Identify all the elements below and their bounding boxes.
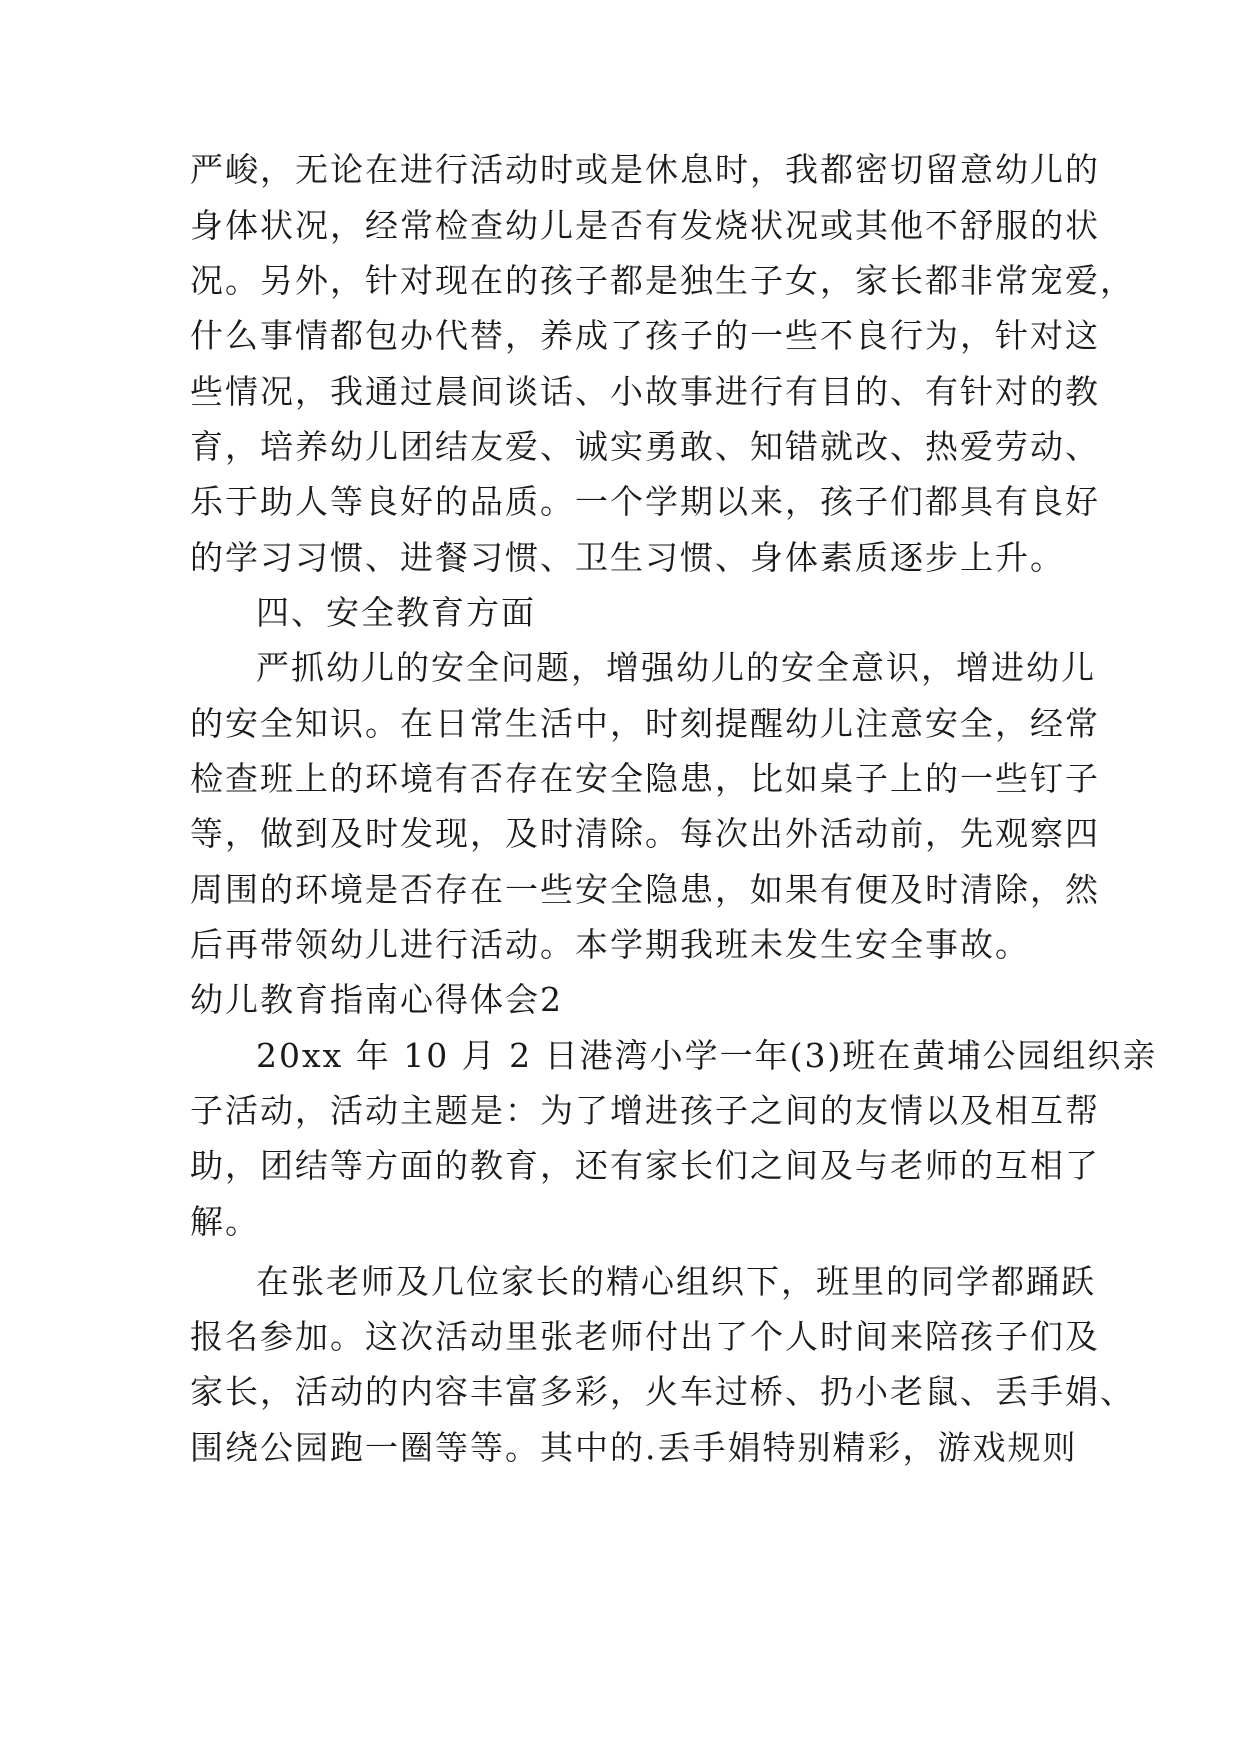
text-line: 严抓幼儿的安全问题，增强幼儿的安全意识，增进幼儿 <box>256 648 1096 687</box>
text-line: 助，团结等方面的教育，还有家长们之间及与老师的互相了 <box>190 1146 1100 1185</box>
text-line: 围绕公园跑一圈等等。其中的.丢手娟特别精彩，游戏规则 <box>190 1428 1078 1467</box>
text-line: 在张老师及几位家长的精心组织下，班里的同学都踊跃 <box>256 1262 1096 1301</box>
text-line: 乐于助人等良好的品质。一个学期以来，孩子们都具有良好 <box>190 482 1100 521</box>
text-line: 周围的环境是否存在一些安全隐患，如果有便及时清除，然 <box>190 870 1100 909</box>
text-line: 检查班上的环境有否存在安全隐患，比如桌子上的一些钉子 <box>190 759 1100 798</box>
text-line: 些情况，我通过晨间谈话、小故事进行有目的、有针对的教 <box>190 372 1100 411</box>
article-title: 幼儿教育指南心得体会2 <box>190 980 563 1019</box>
text-line: 什么事情都包办代替，养成了孩子的一些不良行为，针对这 <box>190 316 1100 355</box>
text-line: 后再带领幼儿进行活动。本学期我班未发生安全事故。 <box>190 925 1030 964</box>
text-line: 子活动，活动主题是：为了增进孩子之间的友情以及相互帮 <box>190 1091 1100 1130</box>
text-line: 的学习习惯、进餐习惯、卫生习惯、身体素质逐步上升。 <box>190 538 1065 577</box>
text-line: 育，培养幼儿团结友爱、诚实勇敢、知错就改、热爱劳动、 <box>190 427 1100 466</box>
text-line: 报名参加。这次活动里张老师付出了个人时间来陪孩子们及 <box>190 1317 1100 1356</box>
text-line: 解。 <box>190 1202 260 1241</box>
section-heading: 四、安全教育方面 <box>256 593 536 632</box>
text-line: 家长，活动的内容丰富多彩，火车过桥、扔小老鼠、丢手娟、 <box>190 1372 1135 1411</box>
text-line: 等，做到及时发现，及时清除。每次出外活动前，先观察四 <box>190 814 1100 853</box>
text-line: 况。另外，针对现在的孩子都是独生子女，家长都非常宠爱， <box>190 261 1135 300</box>
text-line: 的安全知识。在日常生活中，时刻提醒幼儿注意安全，经常 <box>190 704 1100 743</box>
text-line: 20xx 年 10 月 2 日港湾小学一年(3)班在黄埔公园组织亲 <box>256 1036 1158 1075</box>
text-line: 身体状况，经常检查幼儿是否有发烧状况或其他不舒服的状 <box>190 206 1100 245</box>
text-line: 严峻，无论在进行活动时或是休息时，我都密切留意幼儿的 <box>190 150 1100 189</box>
